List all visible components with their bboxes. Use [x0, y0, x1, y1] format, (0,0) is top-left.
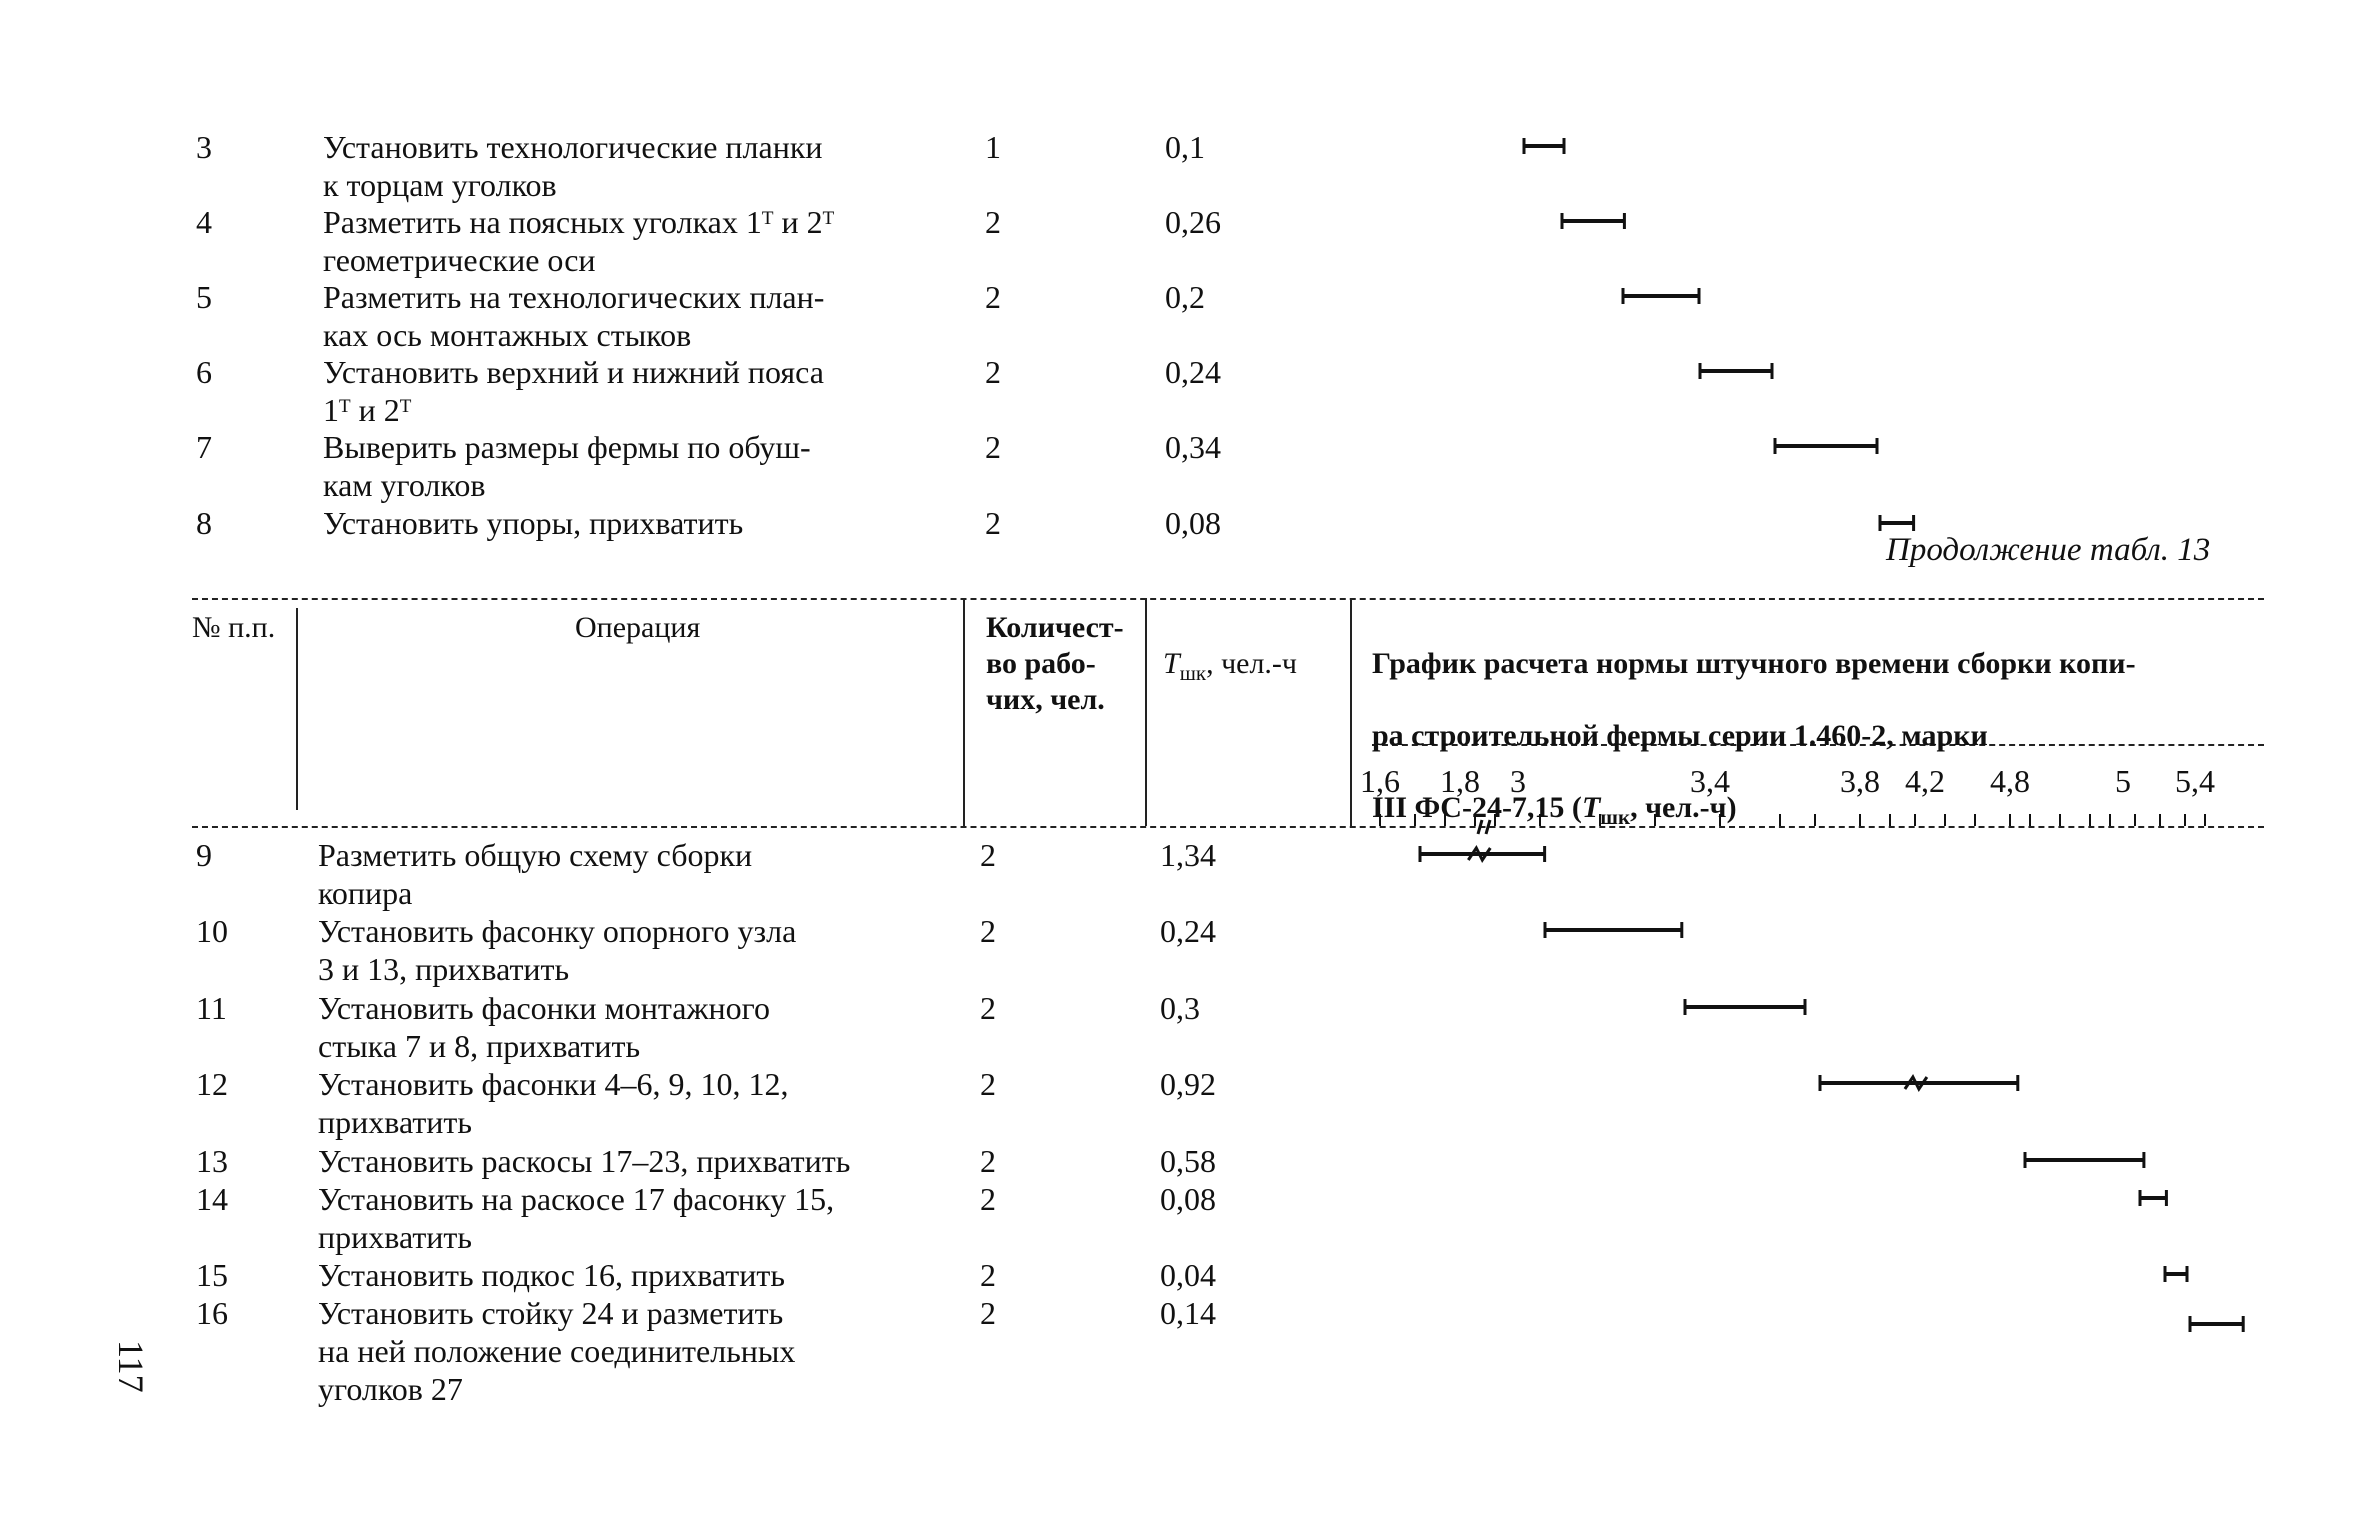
row-workers: 2: [980, 913, 996, 949]
row-number: 11: [196, 990, 227, 1026]
row-number: 10: [196, 913, 228, 949]
row-workers: 2: [980, 1181, 996, 1217]
row-operation: Разметить на технологических план- ках ось монтажных стыков: [323, 279, 825, 353]
row-operation: Выверить размеры фермы по обуш- кам уголков: [323, 429, 811, 503]
row-number: 14: [196, 1181, 228, 1217]
row-operation: Установить стойку 24 и разметить на ней положение соединительных уголков 27: [318, 1295, 796, 1407]
row-workers: 2: [985, 204, 1001, 240]
row-time: 0,58: [1160, 1143, 1216, 1179]
gantt-break-mark: [1905, 1077, 1927, 1089]
row-number: 4: [196, 204, 212, 240]
row-number: 12: [196, 1066, 228, 1102]
row-operation: Разметить на поясных уголках 1ᵀ и 2ᵀ геометрические оси: [323, 204, 835, 278]
row-time: 0,04: [1160, 1257, 1216, 1293]
row-workers: 2: [980, 1066, 996, 1102]
row-operation: Разметить общую схему сборки копира: [318, 837, 753, 911]
row-workers: 2: [980, 1295, 996, 1331]
row-time: 0,1: [1165, 129, 1205, 165]
row-time: 1,34: [1160, 837, 1216, 873]
scale-tick-label: 5: [2115, 763, 2131, 799]
row-operation: Установить подкос 16, прихватить: [318, 1257, 785, 1293]
row-number: 5: [196, 279, 212, 315]
row-workers: 1: [985, 129, 1001, 165]
row-number: 9: [196, 837, 212, 873]
row-time: 0,14: [1160, 1295, 1216, 1331]
header-col-operation: Операция: [575, 611, 701, 644]
row-workers: 2: [985, 429, 1001, 465]
row-number: 13: [196, 1143, 228, 1179]
row-operation: Установить на раскосе 17 фасонку 15, прихватить: [318, 1181, 835, 1255]
row-time: 0,08: [1160, 1181, 1216, 1217]
page-number: 117: [111, 1340, 151, 1393]
row-time: 0,08: [1165, 505, 1221, 541]
header-col-workers: Количест- во рабо- чих, чел.: [986, 611, 1124, 716]
row-time: 0,3: [1160, 990, 1200, 1026]
row-time: 0,24: [1165, 354, 1221, 390]
header-col-number: № п.п.: [192, 611, 276, 644]
scale-tick-label: 3: [1510, 763, 1526, 799]
row-operation: Установить фасонки 4–6, 9, 10, 12, прихватить: [318, 1066, 789, 1140]
row-workers: 2: [985, 505, 1001, 541]
row-operation: Установить технологические планки к торцам уголков: [323, 129, 823, 203]
row-time: 0,2: [1165, 279, 1205, 315]
row-operation: Установить фасонку опорного узла 3 и 13, прихватить: [318, 913, 797, 987]
row-workers: 2: [980, 1257, 996, 1293]
row-workers: 2: [985, 354, 1001, 390]
scale-tick-label: 1,8: [1440, 763, 1480, 799]
row-time: 0,34: [1165, 429, 1221, 465]
row-workers: 2: [980, 990, 996, 1026]
row-operation: Установить упоры, прихватить: [323, 505, 744, 541]
scale-tick-label: 3,4: [1690, 763, 1730, 799]
row-number: 6: [196, 354, 212, 390]
axis-break-mark: [1478, 820, 1490, 834]
row-workers: 2: [980, 837, 996, 873]
row-time: 0,26: [1165, 204, 1221, 240]
row-number: 15: [196, 1257, 228, 1293]
row-operation: Установить фасонки монтажного стыка 7 и 8, прихватить: [318, 990, 770, 1064]
gantt-break-mark: [1468, 848, 1490, 860]
scale-tick-label: 4,2: [1905, 763, 1945, 799]
row-number: 16: [196, 1295, 228, 1331]
table-caption: Продолжение табл. 13: [1886, 532, 2211, 568]
scale-tick-label: 4,8: [1990, 763, 2030, 799]
scale-tick-label: 3,8: [1840, 763, 1880, 799]
row-number: 7: [196, 429, 212, 465]
row-number: 3: [196, 129, 212, 165]
row-time: 0,24: [1160, 913, 1216, 949]
row-operation: Установить верхний и нижний пояса 1ᵀ и 2ᵀ: [323, 354, 824, 428]
scale-tick-label: 5,4: [2175, 763, 2215, 799]
row-operation: Установить раскосы 17–23, прихватить: [318, 1143, 851, 1179]
scale-tick-label: 1,6: [1360, 763, 1400, 799]
row-workers: 2: [980, 1143, 996, 1179]
row-number: 8: [196, 505, 212, 541]
row-workers: 2: [985, 279, 1001, 315]
header-col-time: $T_{шк}$, чел.-ч: [1163, 647, 1298, 685]
row-time: 0,92: [1160, 1066, 1216, 1102]
header-col-chart-title: График расчета нормы штучного времени сборки копи- ра строительной фермы серии 1.460-2, марки III ФС-24-7,15 ($T_{шк}$, чел.-ч): [1372, 647, 2136, 829]
